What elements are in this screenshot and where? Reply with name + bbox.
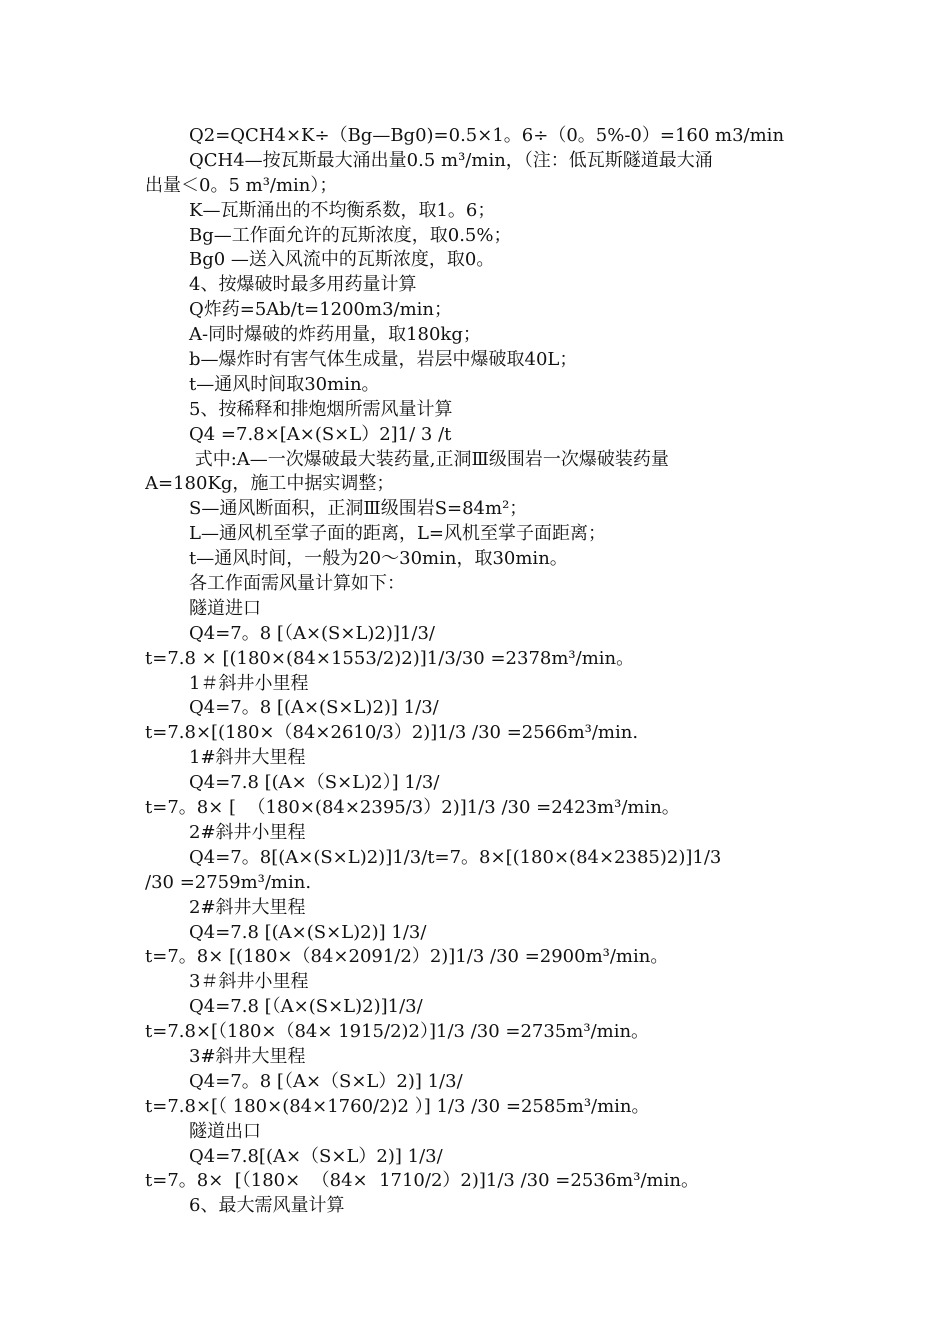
text-line: 3#斜井大里程 — [189, 1045, 306, 1067]
text-line: QCH4—按瓦斯最大涌出量0.5 m³/min，（注：低瓦斯隧道最大涌 — [189, 149, 713, 171]
text-line: Q4=7。8[(A×(S×L)2)]1/3/t=7。8×[(180×(84×2385)2)]1/3 — [189, 846, 722, 868]
text-line: t=7.8×[（ 180×(84×1760/2)2 ）] 1/3 /30 =2585m³/min。 — [145, 1095, 650, 1117]
text-line: K—瓦斯涌出的不均衡系数，取1。6； — [189, 199, 496, 221]
text-line: S—通风断面积，正洞Ⅲ级围岩S=84m²； — [189, 498, 528, 520]
text-line: 1#斜井大里程 — [189, 747, 306, 769]
text-line: A=180Kg，施工中据实调整； — [145, 473, 395, 495]
text-line: Q4=7。8 [（A×(S×L)2)]1/3/ — [189, 622, 435, 644]
text-line: Q4=7.8 [（A×(S×L)2)]1/3/ — [189, 996, 423, 1018]
text-line: Q2=QCH4×K÷（Bg—Bg0)=0.5×1。6÷（0。5%-0）=160 m3/min — [189, 125, 785, 146]
text-line: t=7。8× [（180× （84× 1710/2）2)]1/3 /30 =2536m³/min。 — [145, 1170, 699, 1192]
text-line: t=7.8 × [(180×(84×1553/2)2)]1/3/30 =2378m³/min。 — [145, 647, 635, 669]
text-line: 1＃斜井小里程 — [189, 672, 309, 694]
text-line: t—通风时间，一般为20～30min，取30min。 — [189, 548, 568, 570]
text-line: 各工作面需风量计算如下： — [189, 573, 405, 595]
text-line: 2#斜井小里程 — [189, 821, 306, 843]
text-line: Bg—工作面允许的瓦斯浓度，取0.5%； — [189, 224, 512, 246]
text-line: t=7.8×[(180×（84×2610/3）2)]1/3 /30 =2566m³/min. — [145, 722, 639, 744]
text-line: A-同时爆破的炸药用量，取180kg； — [189, 324, 481, 346]
text-line: t=7.8×[（180×（84× 1915/2)2）]1/3 /30 =2735m³/min。 — [145, 1021, 650, 1043]
text-line: Q4=7.8[(A×（S×L）2)] 1/3/ — [189, 1145, 443, 1167]
text-line: 隧道出口 — [189, 1120, 261, 1142]
text-line: 6、最大需风量计算 — [189, 1195, 345, 1217]
document-body — [145, 124, 815, 1219]
text-line: 4、按爆破时最多用药量计算 — [189, 274, 417, 296]
text-line: 出量＜0。5 m³/min）； — [145, 174, 338, 196]
text-line: 5、按稀释和排炮烟所需风量计算 — [189, 398, 453, 420]
text-line: t=7。8× [(180×（84×2091/2）2)]1/3 /30 =2900m³/min。 — [145, 946, 669, 968]
text-line: Bg0 —送入风流中的瓦斯浓度，取0。 — [189, 249, 495, 271]
text-line: t=7。8× [ （180×(84×2395/3）2)]1/3 /30 =2423m³/min。 — [145, 797, 680, 819]
text-line: Q4=7。8 [（A×（S×L）2)] 1/3/ — [189, 1070, 463, 1092]
text-line: 3＃斜井小里程 — [189, 971, 309, 993]
text-line: Q4 =7.8×[A×(S×L）2]1/ 3 /t — [189, 423, 452, 445]
text-line: L—通风机至掌子面的距离，L=风机至掌子面距离； — [189, 523, 606, 545]
text-line: 隧道进口 — [189, 597, 261, 619]
text-line: 式中:A—一次爆破最大装药量,正洞Ⅲ级围岩一次爆破装药量 — [189, 448, 669, 470]
text-line: b—爆炸时有害气体生成量，岩层中爆破取40L； — [189, 349, 578, 371]
text-line: t—通风时间取30min。 — [189, 373, 380, 395]
text-line: Q4=7。8 [(A×(S×L)2)] 1/3/ — [189, 697, 439, 719]
text-line: 2#斜井大里程 — [189, 896, 306, 918]
text-line: Q4=7.8 [(A×(S×L)2)] 1/3/ — [189, 921, 427, 943]
text-line: /30 =2759m³/min. — [145, 871, 312, 893]
text-line: Q炸药=5Ab/t=1200m3/min； — [189, 299, 453, 321]
text-line: Q4=7.8 [(A×（S×L)2）] 1/3/ — [189, 772, 440, 794]
